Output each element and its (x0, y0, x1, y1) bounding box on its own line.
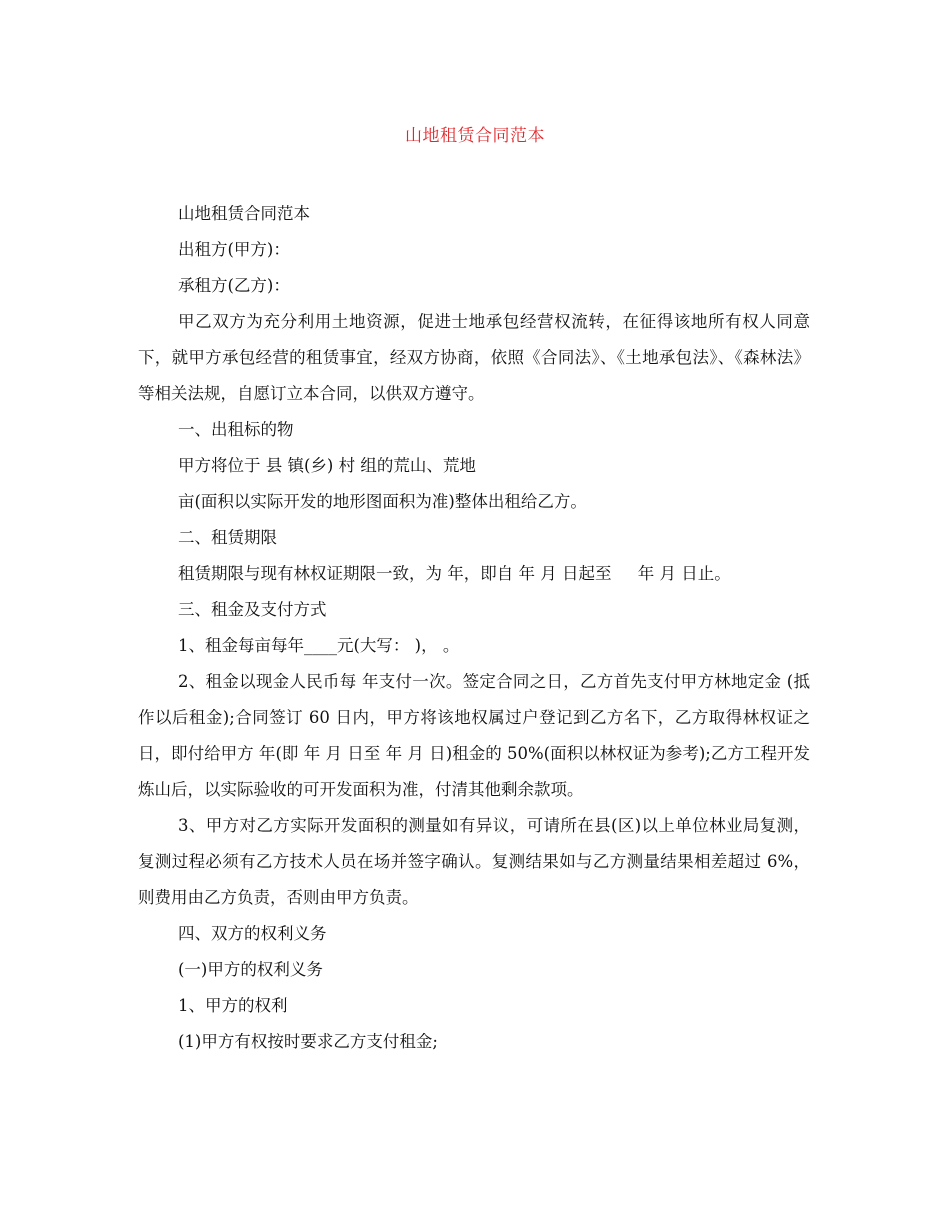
paragraph-lessor: 出租方(甲方)： (178, 240, 290, 259)
paragraph-heading-repeat: 山地租赁合同范本 (178, 204, 310, 223)
paragraph-rent-payment: 2、租金以现金人民币每 年支付一次。签定合同之日，乙方首先支付甲方林地定金 (抵作以后租金);合同签订 60 日内，甲方将该地权属过户登记到乙方名下，乙方取得林权证之日，即付给甲方 年(即 年 月 日至 年 月 日)租金的 50%(面积以林权证为参考);乙方工程开发炼山后，以实际验收的可开发面积为准，付清其他剩余款项。 (138, 672, 810, 799)
paragraph-area: 亩(面积以实际开发的地形图面积为准)整体出租给乙方。 (178, 492, 587, 511)
paragraph-location: 甲方将位于 县 镇(乡) 村 组的荒山、荒地 (178, 456, 476, 475)
paragraph-lessee: 承租方(乙方)： (178, 276, 290, 295)
document-title: 山地租赁合同范本 (405, 126, 545, 146)
document-body (138, 196, 810, 1060)
section-heading-rights: 四、双方的权利义务 (178, 924, 327, 943)
paragraph-rent-amount: 1、租金每亩每年____元(大写： )， 。 (178, 636, 460, 655)
paragraph-term: 租赁期限与现有林权证期限一致，为 年，即自 年 月 日起至 年 月 日止。 (178, 564, 731, 583)
paragraph-remeasure: 3、甲方对乙方实际开发面积的测量如有异议，可请所在县(区)以上单位林业局复测，复测过程必须有乙方技术人员在场并签字确认。复测结果如与乙方测量结果相差超过 6%，则费用由乙方负责，否则由甲方负责。 (138, 816, 810, 907)
paragraph-preamble: 甲乙双方为充分利用土地资源，促进士地承包经营权流转，在征得该地所有权人同意下，就甲方承包经营的租赁事宜，经双方协商，依照《合同法》、《土地承包法》、《森林法》等相关法规，自愿订立本合同，以供双方遵守。 (138, 312, 810, 403)
item-heading-party-a-rights: 1、甲方的权利 (178, 996, 288, 1015)
section-heading-subject: 一、出租标的物 (178, 420, 294, 439)
section-heading-rent: 三、租金及支付方式 (178, 600, 327, 619)
section-heading-term: 二、租赁期限 (178, 528, 277, 547)
subsection-heading-party-a: (一)甲方的权利义务 (178, 960, 323, 979)
list-item: (1)甲方有权按时要求乙方支付租金; (178, 1032, 438, 1051)
